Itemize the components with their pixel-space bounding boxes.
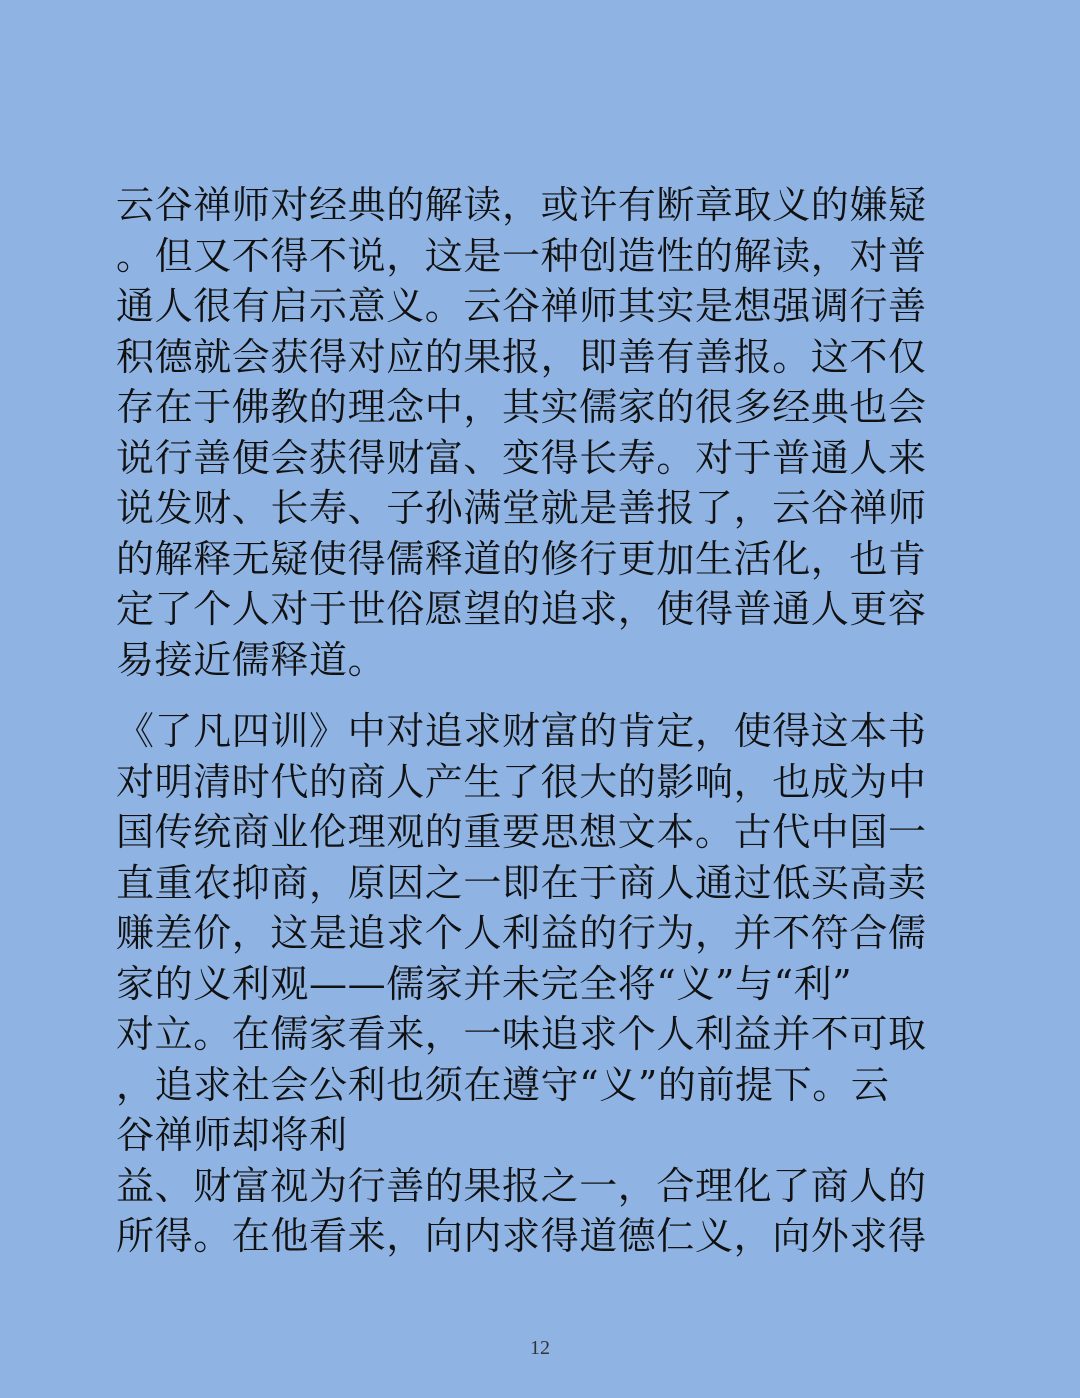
text-line: 家的义利观——儒家并未完全将“义”与“利”: [116, 961, 853, 1006]
text-line: 积德就会获得对应的果报，即善有善报。这不仅: [116, 334, 927, 379]
text-line: 《了凡四训》中对追求财富的肯定，使得这本书: [116, 709, 927, 753]
text-line: 说发财、长寿、子孙满堂就是善报了，云谷禅师: [116, 486, 927, 530]
text-line: 对明清时代的商人产生了很大的影响，也成为中: [116, 759, 927, 804]
text-line: 益、财富视为行善的果报之一，合理化了商人的: [116, 1163, 927, 1208]
text-line: 的解释无疑使得儒释道的修行更加生活化，也肯: [116, 536, 927, 581]
paragraph-2: [116, 706, 927, 1262]
text-line: 存在于佛教的理念中，其实儒家的很多经典也会: [116, 385, 927, 429]
text-line: ，追求社会公利也须在遵守“义”的前提下。云: [116, 1062, 890, 1107]
text-line: 赚差价，这是追求个人利益的行为，并不符合儒: [116, 911, 927, 955]
text-line: 。但又不得不说，这是一种创造性的解读，对普: [116, 233, 927, 278]
text-line: 云谷禅师对经典的解读，或许有断章取义的嫌疑: [116, 183, 927, 227]
text-line: 直重农抑商，原因之一即在于商人通过低买高卖: [116, 860, 927, 905]
page-number: 12: [530, 1337, 550, 1359]
text-line: 国传统商业伦理观的重要思想文本。古代中国一: [116, 810, 927, 854]
text-line: 所得。在他看来，向内求得道德仁义，向外求得: [116, 1214, 927, 1258]
paragraph-1: [116, 180, 927, 685]
text-line: 说行善便会获得财富、变得长寿。对于普通人来: [116, 435, 927, 480]
text-line: 易接近儒释道。: [116, 637, 387, 682]
text-line: 通人很有启示意义。云谷禅师其实是想强调行善: [116, 284, 927, 328]
text-line: 谷禅师却将利: [116, 1113, 348, 1157]
text-line: 对立。在儒家看来，一味追求个人利益并不可取: [116, 1012, 927, 1056]
text-line: 定了个人对于世俗愿望的追求，使得普通人更容: [116, 587, 927, 631]
